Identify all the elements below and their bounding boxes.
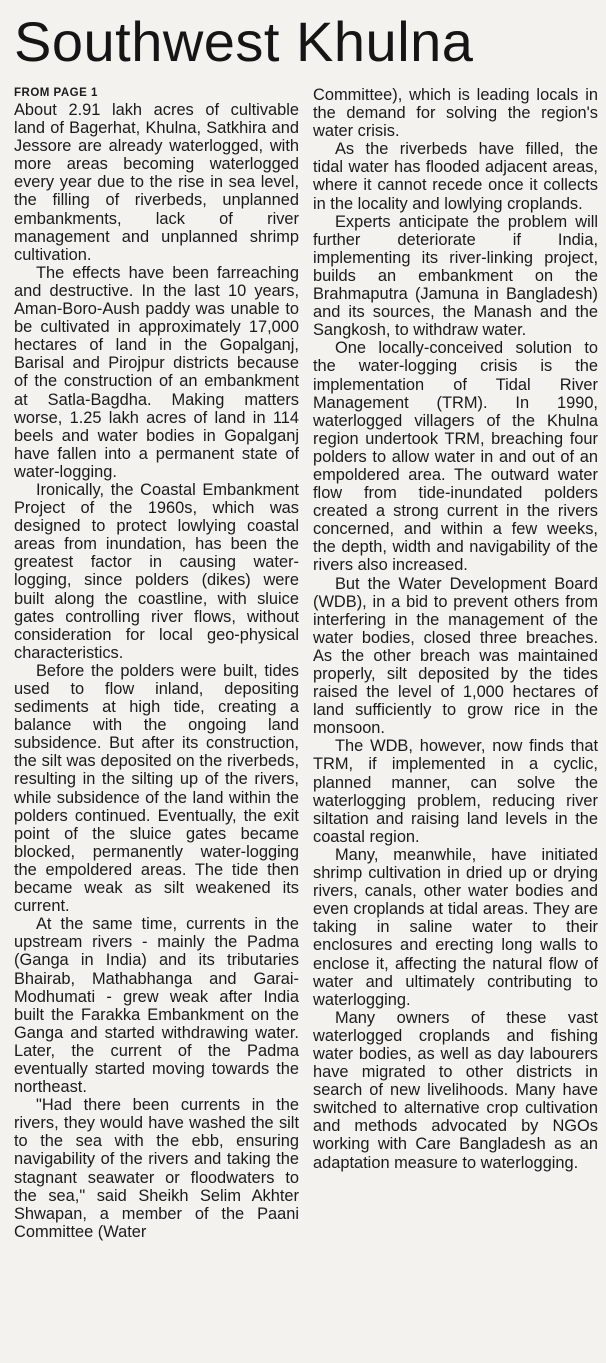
paragraph: Committee), which is leading locals in the demand for solving the region's water crisis. — [313, 86, 598, 141]
paragraph: Experts anticipate the problem will further deteriorate if India, implementing its river-linking project, builds an embankment on the Brahmaputra (Jamuna in Bangladesh) and its sources, the Manash and the Sangkosh, to withdraw water. — [313, 212, 598, 340]
paragraph: At the same time, currents in the upstream rivers - mainly the Padma (Ganga in India) and its tributaries Bhairab, Mathabhanga and Garai-Modhumati - grew weak after India built the Farakka Embankment on the Ganga and started withdrawing water. Later, the current of the Padma eventually started moving towards the northeast. — [14, 915, 299, 1097]
paragraph: Many, meanwhile, have initiated shrimp cultivation in dried up or drying rivers, canals, other water bodies and even croplands at tidal areas. They are taking in saline water to their enclosures and erecting long walls to enclose it, affecting the natural flow of water and ultimately contributing to waterlogging. — [313, 845, 598, 1009]
article-body — [14, 86, 598, 1355]
paragraph: As the riverbeds have filled, the tidal water has flooded adjacent areas, where it cannot recede once it collects in the locality and lowlying croplands. — [313, 140, 598, 213]
paragraph: "Had there been currents in the rivers, they would have washed the silt to the sea with the ebb, ensuring navigability of the rivers and taking the stagnant seawater or floodwaters to the sea," said Sheikh Selim Akhter Shwapan, a member of the Paani Committee (Water — [14, 1096, 299, 1241]
paragraph: Before the polders were built, tides used to flow inland, depositing sediments at high tide, creating a balance with the ongoing land subsidence. But after its construction, the silt was deposited on the riverbeds, resulting in the silting up of the rivers, while subsidence of the land within the polders continued. Eventually, the exit point of the sluice gates became blocked, permanently water-logging the empoldered areas. The tide then became weak as silt weakened its current. — [14, 661, 299, 916]
paragraph: But the Water Development Board (WDB), in a bid to prevent others from interfering in the management of the water bodies, closed three breaches. As the other breach was maintained properly, silt deposited by the tides raised the level of 1,000 hectares of land sufficiently to grow rice in the monsoon. — [313, 574, 598, 738]
kicker: FROM PAGE 1 — [14, 87, 98, 99]
paragraph: One locally-conceived solution to the water-logging crisis is the implementation of Tidal River Management (TRM). In 1990, waterlogged villagers of the Khulna region undertook TRM, breaching four polders to allow water in and out of an empoldered area. The outward water flow from tide-inundated polders created a strong current in the rivers concerned, and within a few weeks, the depth, width and navigability of the rivers also increased. — [313, 339, 598, 575]
paragraph: About 2.91 lakh acres of cultivable land of Bagerhat, Khulna, Satkhira and Jessore are already waterlogged, with more areas becoming waterlogged every year due to the rise in sea level, the filling of riverbeds, unplanned embankments, lack of river management and unplanned shrimp cultivation. — [14, 101, 299, 264]
headline: Southwest Khulna — [14, 10, 474, 73]
paragraph: Ironically, the Coastal Embankment Project of the 1960s, which was designed to protect lowlying coastal areas from inundation, has been the greatest factor in causing water-logging, since polders (dikes) were built along the coastline, with sluice gates controlling river flows, without consideration for local geo-physical characteristics. — [14, 480, 299, 662]
paragraph: Many owners of these vast waterlogged croplands and fishing water bodies, as well as day labourers have migrated to other districts in search of new livelihoods. Many have switched to alternative crop cultivation and methods advocated by NGOs working with Care Bangladesh as an adaptation measure to waterlogging. — [313, 1008, 598, 1172]
paragraph: The effects have been farreaching and destructive. In the last 10 years, Aman-Boro-Aush paddy was unable to be cultivated in approximately 17,000 hectares of land in the Gopalganj, Barisal and Pirojpur districts because of the construction of an embankment at Satla-Bagdha. Making matters worse, 1.25 lakh acres of land in 114 beels and water bodies in Gopalganj have fallen into a permanent state of water-logging. — [14, 263, 299, 481]
column-right — [313, 86, 598, 1355]
column-left — [14, 86, 299, 1355]
paragraph: The WDB, however, now finds that TRM, if implemented in a cyclic, planned manner, can solve the waterlogging problem, reducing river siltation and raising land levels in the coastal region. — [313, 737, 598, 846]
